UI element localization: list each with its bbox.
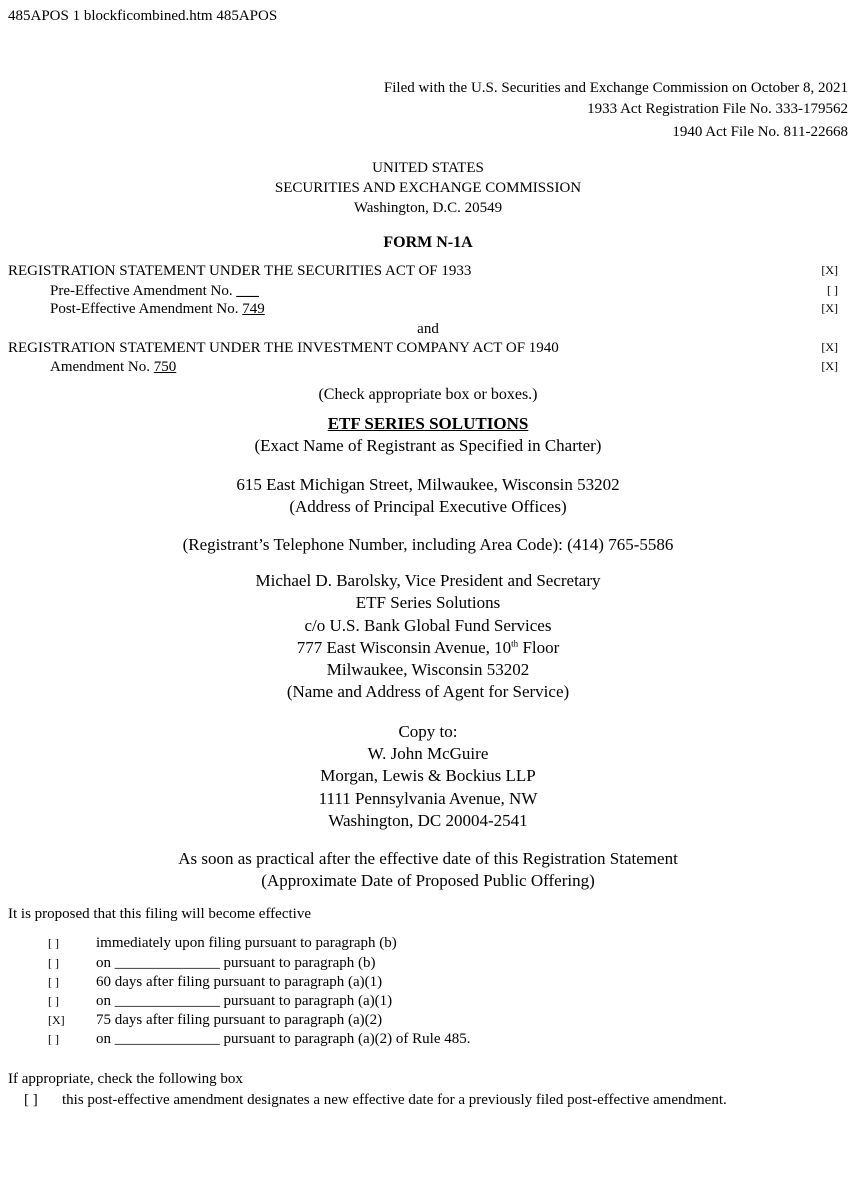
option-row	[48, 993, 392, 1010]
investment-company-act-label: REGISTRATION STATEMENT UNDER THE INVESTMENT COMPANY ACT OF 1940	[8, 340, 559, 356]
option-row	[48, 1012, 382, 1029]
amendment-checkbox: [X]	[821, 359, 838, 373]
agent-street	[0, 638, 856, 658]
post-effective-row	[8, 301, 838, 318]
copy-to-city: Washington, DC 20004-2541	[328, 811, 528, 830]
option-row	[48, 955, 376, 972]
pre-effective-number: ___	[236, 283, 259, 299]
pre-effective-row	[8, 283, 838, 300]
registrant-telephone: (Registrant’s Telephone Number, including Area Code): (414) 765-5586	[182, 535, 674, 554]
form-title: FORM N-1A	[383, 234, 473, 251]
copy-to-name: W. John McGuire	[367, 744, 489, 763]
option-checkbox: [ ]	[48, 1032, 59, 1046]
option-row	[48, 974, 382, 991]
option-row	[48, 1031, 471, 1048]
copy-to-label: Copy to:	[398, 722, 458, 741]
option-text: on ______________ pursuant to paragraph (a)(2) of Rule 485.	[96, 1031, 471, 1047]
option-text: immediately upon filing pursuant to paragraph (b)	[96, 935, 397, 951]
option-checkbox: [ ]	[48, 994, 59, 1008]
appropriate-intro: If appropriate, check the following box	[8, 1071, 243, 1087]
amendment-label: Amendment No.	[50, 359, 150, 375]
securities-act-checkbox: [X]	[821, 263, 838, 277]
registrant-caption: (Exact Name of Registrant as Specified in Charter)	[254, 436, 602, 455]
1940-act-file-number: 1940 Act File No. 811-22668	[672, 124, 848, 140]
and-separator: and	[417, 321, 439, 337]
option-text: 75 days after filing pursuant to paragraph (a)(2)	[96, 1012, 383, 1028]
option-checkbox: [X]	[48, 1013, 65, 1027]
pre-effective-label: Pre-Effective Amendment No.	[50, 283, 233, 299]
amendment-number: 750	[153, 359, 177, 375]
option-checkbox: [ ]	[48, 956, 59, 970]
option-row	[48, 935, 397, 952]
option-text: on ______________ pursuant to paragraph (b)	[96, 955, 376, 971]
post-effective-checkbox: [X]	[821, 301, 838, 315]
copy-to-firm: Morgan, Lewis & Bockius LLP	[320, 766, 536, 785]
principal-office-address: 615 East Michigan Street, Milwaukee, Wisconsin 53202	[236, 475, 620, 494]
investment-company-act-row	[8, 340, 838, 357]
agent-name: Michael D. Barolsky, Vice President and Secretary	[255, 571, 601, 590]
post-effective-number: 749	[242, 301, 265, 317]
appropriate-checkbox: [ ]	[24, 1092, 38, 1108]
pre-effective-checkbox: [ ]	[827, 283, 838, 297]
post-effective-label: Post-Effective Amendment No.	[50, 301, 239, 317]
principal-office-caption: (Address of Principal Executive Offices)	[289, 497, 567, 516]
agency-name: SECURITIES AND EXCHANGE COMMISSION	[274, 180, 582, 196]
option-checkbox: [ ]	[48, 975, 59, 989]
investment-company-act-checkbox: [X]	[821, 340, 838, 354]
option-text: on ______________ pursuant to paragraph (a)(1)	[96, 993, 393, 1009]
copy-to-street: 1111 Pennsylvania Avenue, NW	[318, 789, 538, 808]
securities-act-row	[8, 263, 838, 280]
offering-date-line: As soon as practical after the effective date of this Registration Statement	[178, 849, 678, 868]
agent-caption: (Name and Address of Agent for Service)	[286, 682, 570, 701]
agent-street-ordinal: th	[511, 638, 519, 649]
document-header: 485APOS 1 blockficombined.htm 485APOS	[8, 8, 278, 24]
agent-street-text: 777 East Wisconsin Avenue, 10	[296, 638, 512, 657]
amendment-row	[8, 359, 838, 376]
check-note: (Check appropriate box or boxes.)	[318, 386, 538, 403]
registrant-name: ETF SERIES SOLUTIONS	[327, 414, 529, 433]
agent-care-of: c/o U.S. Bank Global Fund Services	[304, 616, 552, 635]
securities-act-label: REGISTRATION STATEMENT UNDER THE SECURITIES ACT OF 1933	[8, 263, 472, 279]
option-text: 60 days after filing pursuant to paragraph (a)(1)	[96, 974, 383, 990]
offering-date-caption: (Approximate Date of Proposed Public Offering)	[261, 871, 595, 890]
agent-street-floor: Floor	[518, 638, 560, 657]
option-checkbox: [ ]	[48, 936, 59, 950]
appropriate-row	[24, 1092, 727, 1109]
proposed-effective-intro: It is proposed that this filing will become effective	[8, 906, 311, 922]
agent-city: Milwaukee, Wisconsin 53202	[326, 660, 530, 679]
filing-date-line: Filed with the U.S. Securities and Exchange Commission on October 8, 2021	[383, 80, 848, 96]
agency-country: UNITED STATES	[372, 160, 484, 176]
agency-address: Washington, D.C. 20549	[353, 200, 503, 216]
agent-organization: ETF Series Solutions	[355, 593, 501, 612]
appropriate-text: this post-effective amendment designates a new effective date for a previously filed post-effective amendment.	[62, 1092, 727, 1108]
1933-act-file-number: 1933 Act Registration File No. 333-179562	[587, 101, 848, 117]
